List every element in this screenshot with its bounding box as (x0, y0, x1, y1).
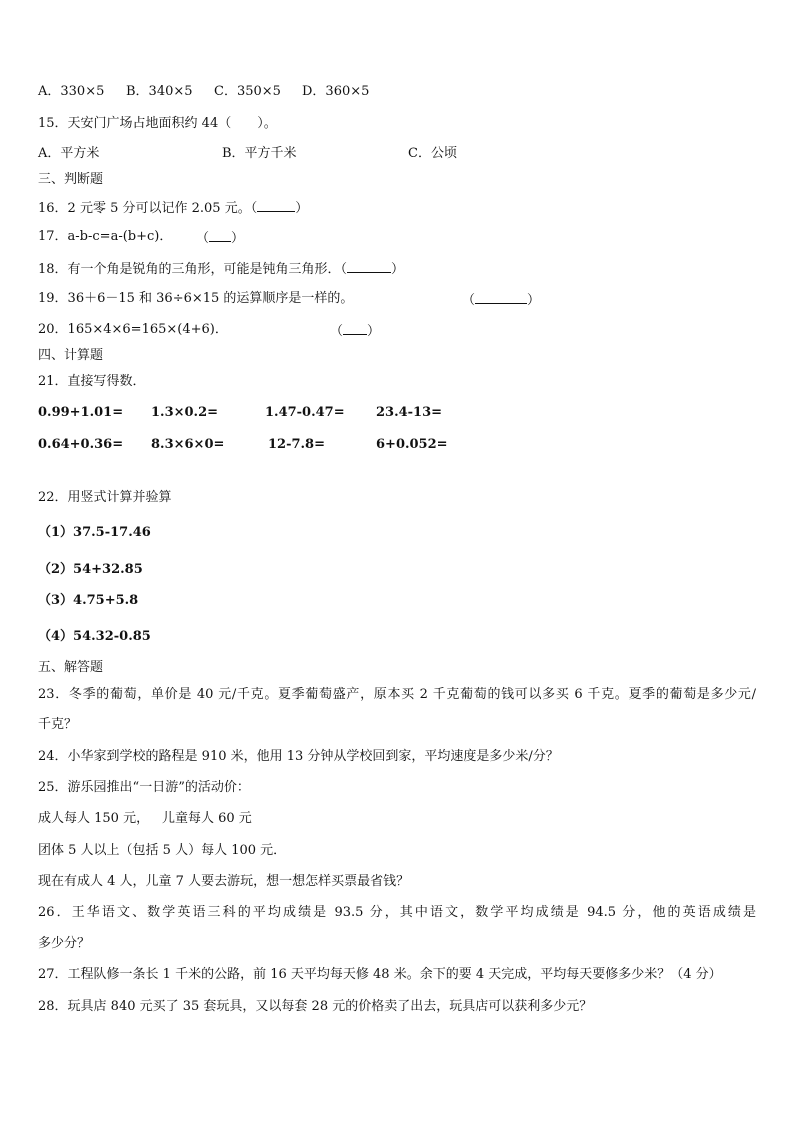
q21-item: 6+0.052= (376, 437, 448, 452)
q18-close: ） (391, 262, 405, 277)
q19-close: ） (527, 293, 541, 308)
q22-item-2: （2）54+32.85 (38, 562, 143, 577)
q19-text: 19．36＋6－15 和 36÷6×15 的运算顺序是一样的。 (38, 291, 354, 306)
q16 (38, 199, 308, 217)
section-5-title: 五、解答题 (38, 660, 104, 675)
q21-item: 23.4-13= (376, 405, 443, 420)
q22-item-4: （4）54.32-0.85 (38, 629, 151, 644)
q21-item: 1.47-0.47= (265, 405, 345, 420)
q18 (38, 260, 404, 278)
q16-answer-blank[interactable] (257, 199, 295, 212)
q17-bracket (196, 229, 244, 247)
q25-child-price: 儿童每人 60 元 (162, 811, 252, 826)
q17-open: （ (196, 231, 210, 246)
q21-stem: 21．直接写得数． (38, 374, 146, 389)
q16-text: 16．2 元零 5 分可以记作 2.05 元。（ (38, 201, 258, 216)
q15-stem: 15．天安门广场占地面积约 44（ ）。 (38, 116, 277, 131)
q24: 24．小华家到学校的路程是 910 米，他用 13 分钟从学校回到家，平均速度是多少米/分？ (38, 749, 559, 764)
q20-answer-blank[interactable] (343, 322, 367, 335)
q25-group-price: 团体 5 人以上（包括 5 人）每人 100 元． (38, 843, 287, 858)
q17-text: 17．a-b-c=a-(b+c)． (38, 229, 173, 244)
q23-line-2: 千克？ (38, 717, 78, 732)
q14-option-c: C．350×5 (214, 84, 281, 99)
q14-option-b: B．340×5 (126, 84, 193, 99)
q17 (38, 229, 172, 245)
q20-close: ） (367, 324, 381, 339)
q15-option-b: B．平方千米 (222, 146, 297, 161)
q23-line-1: 23．冬季的葡萄，单价是 40 元/千克。夏季葡萄盛产，原本买 2 千克葡萄的钱可以多买 6 千克。夏季的葡萄是多少元/ (38, 687, 756, 702)
q20-text: 20．165×4×6=165×(4+6)． (38, 322, 228, 337)
q19-answer-blank[interactable] (475, 291, 527, 304)
section-3-title: 三、判断题 (38, 172, 104, 187)
q27: 27．工程队修一条长 1 千米的公路，前 16 天平均每天修 48 米。余下的要 4 天完成，平均每天要修多少米？（4 分） (38, 967, 722, 982)
q22-item-3: （3）4.75+5.8 (38, 593, 139, 608)
q25-stem: 25．游乐园推出“一日游”的活动价： (38, 780, 250, 795)
q20 (38, 322, 228, 338)
q19 (38, 291, 353, 307)
q18-text: 18．有一个角是锐角的三角形，可能是钝角三角形．（ (38, 262, 348, 277)
q18-answer-blank[interactable] (347, 260, 391, 273)
q22-stem: 22．用竖式计算并验算 (38, 490, 172, 505)
q26-line-1: 26．王华语文、数学英语三科的平均成绩是 93.5 分，其中语文，数学平均成绩是 94.5 分，他的英语成绩是 (38, 905, 756, 920)
q22-item-1: （1）37.5-17.46 (38, 525, 151, 540)
section-4-title: 四、计算题 (38, 348, 104, 363)
q26-line-2: 多少分？ (38, 936, 91, 951)
q14-option-a: A．330×5 (38, 84, 105, 99)
q19-open: （ (462, 293, 476, 308)
q25-adult-price: 成人每人 150 元， (38, 811, 150, 826)
q21-item: 8.3×6×0= (151, 437, 225, 452)
q19-bracket (462, 291, 540, 309)
q20-open: （ (330, 324, 344, 339)
q15-option-a: A．平方米 (38, 146, 100, 161)
q21-item: 0.64+0.36= (38, 437, 124, 452)
q28: 28．玩具店 840 元买了 35 套玩具，又以每套 28 元的价格卖了出去，玩具店可以获利多少元？ (38, 999, 593, 1014)
q17-answer-blank[interactable] (209, 229, 231, 242)
q15-option-c: C．公顷 (408, 146, 457, 161)
q21-item: 1.3×0.2= (151, 405, 219, 420)
q25-question: 现在有成人 4 人，儿童 7 人要去游玩，想一想怎样买票最省钱？ (38, 874, 410, 889)
q17-close: ） (231, 231, 245, 246)
q20-bracket (330, 322, 380, 340)
q21-item: 0.99+1.01= (38, 405, 124, 420)
q16-close: ） (295, 201, 309, 216)
q14-option-d: D．360×5 (302, 84, 370, 99)
q21-item: 12-7.8= (268, 437, 325, 452)
